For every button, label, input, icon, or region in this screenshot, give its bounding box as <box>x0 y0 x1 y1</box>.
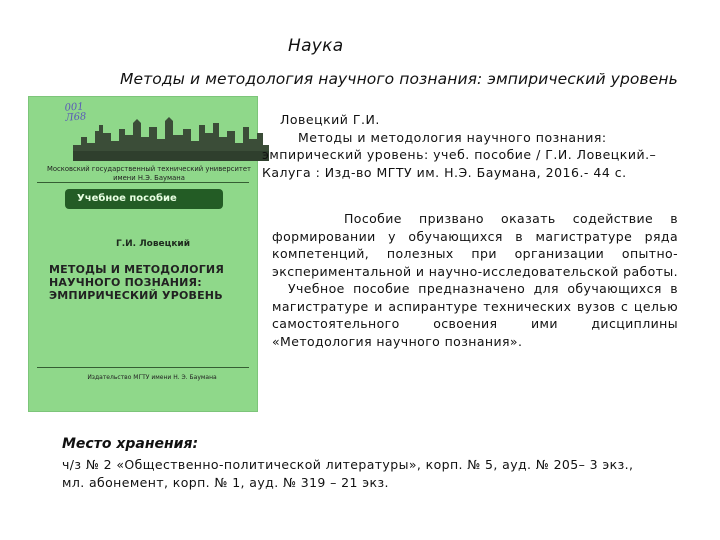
category-title: Наука <box>288 36 344 56</box>
cover-university: Московский государственный технический университет имени Н.Э. Баумана <box>47 165 251 182</box>
biblio-author: Ловецкий Г.И. <box>280 112 380 127</box>
cover-skyline-illustration <box>73 115 269 161</box>
stamp-line-2: Л68 <box>64 111 87 124</box>
cover-author: Г.И. Ловецкий <box>115 239 191 249</box>
storage-locations <box>62 456 712 492</box>
annotation-paragraph-1: Пособие призвано оказать содействие в формировании у обучающихся в магистратуре ряда компетенций, полезных при организации опытно-экспериментальной и научно-исследовательской работы. <box>272 211 678 279</box>
stamp-line-1: 001 <box>64 101 85 114</box>
cover-divider <box>37 182 249 183</box>
annotation-paragraph-2: Учебное пособие предназначено для обучающихся в магистратуре и аспирантуре технических вузов с целью самостоятельного освоения ими дисциплины «Методология научного познания». <box>272 281 678 349</box>
storage-location-2: мл. абонемент, корп. № 1, ауд. № 319 – 21 экз. <box>62 475 389 490</box>
book-subject-title: Методы и методология научного познания: эмпирический уровень <box>120 70 678 88</box>
cover-publisher: Издательство МГТУ имени Н. Э. Баумана <box>87 374 217 381</box>
book-annotation <box>272 210 678 350</box>
storage-location-1: ч/з № 2 «Общественно-политической литературы», корп. № 5, ауд. № 205– 3 экз., <box>62 457 634 472</box>
biblio-title: Методы и методология научного познания: <box>298 129 607 145</box>
book-cover-image <box>28 96 258 412</box>
biblio-imprint: Калуга : Изд-во МГТУ им. Н.Э. Баумана, 2016.- 44 с. <box>262 164 627 180</box>
storage-label: Место хранения: <box>62 436 199 452</box>
cover-divider-bottom <box>37 367 249 368</box>
bibliographic-record <box>262 111 692 181</box>
cover-title: МЕТОДЫ И МЕТОДОЛОГИЯ НАУЧНОГО ПОЗНАНИЯ: ЭМПИРИЧЕСКИЙ УРОВЕНЬ <box>49 263 225 302</box>
cover-badge: Учебное пособие <box>65 189 223 209</box>
biblio-title-cont: эмпирический уровень: учеб. пособие / Г.И. Ловецкий.– <box>262 147 657 162</box>
